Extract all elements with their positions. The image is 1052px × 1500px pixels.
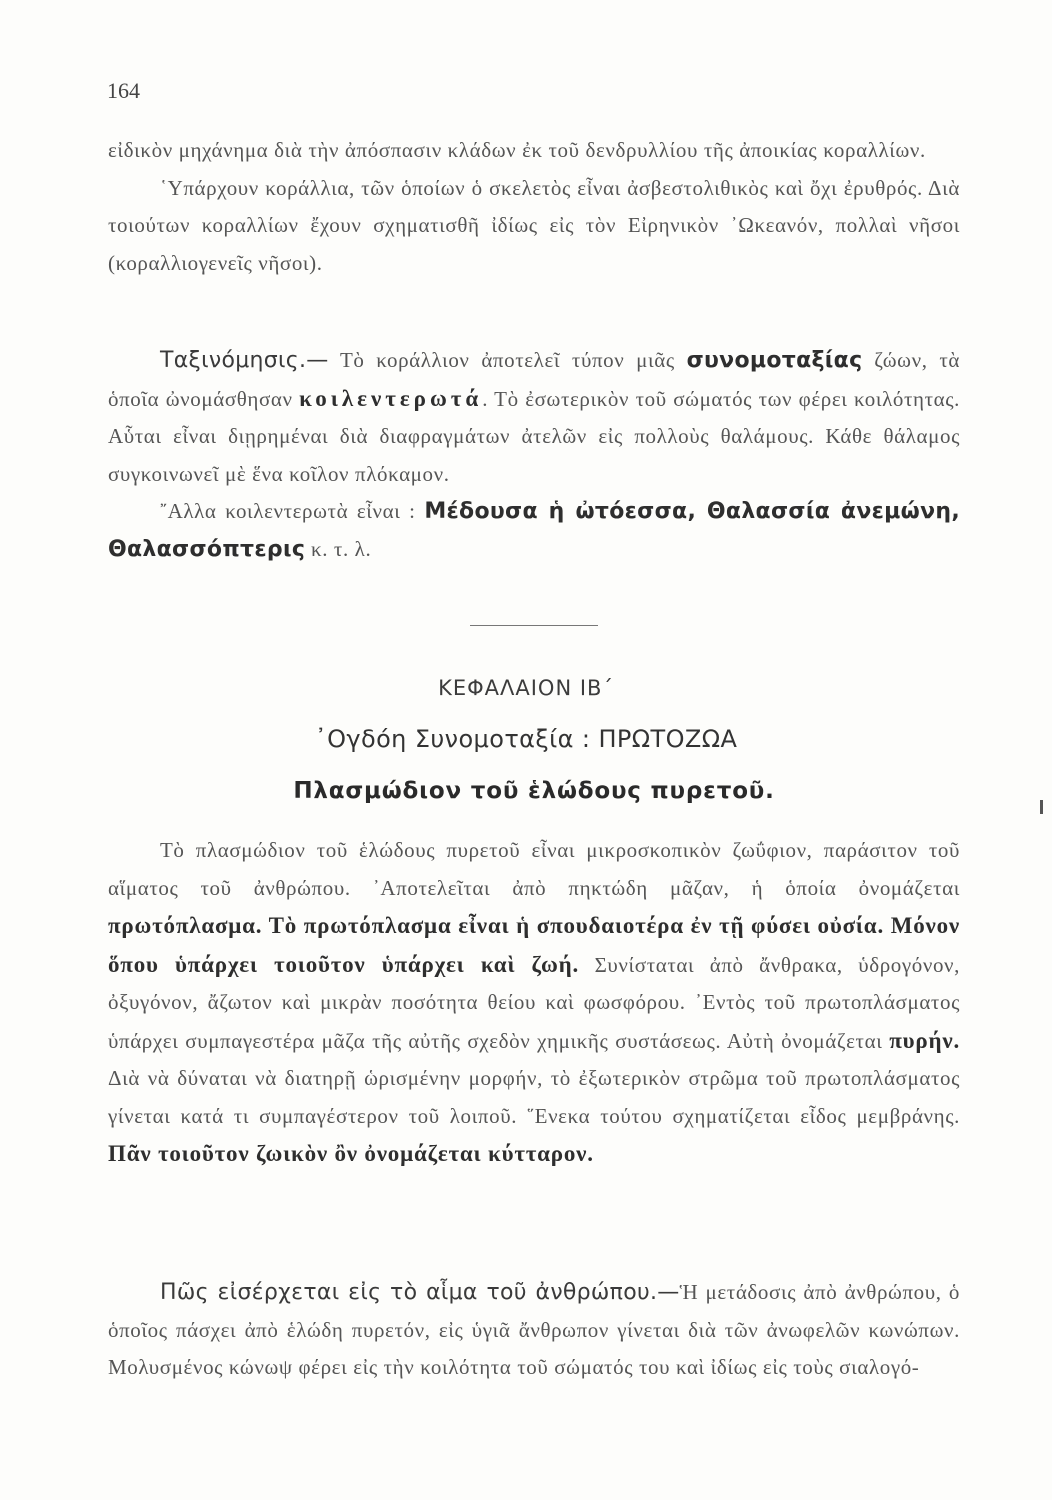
paragraph-classification: Ταξινόμησις.— Τὸ κοράλλιον ἀποτελεῖ τύπον μιᾶς συνομοταξίας ζώων, τὰ ὁποῖα ὠνομάσθησαν κοιλεντερωτά. Τὸ ἐσωτερικὸν τοῦ σώματός των φέρει κοιλότητας. Αὗται εἶναι διῃρημέναι διὰ διαφραγμάτων ἀτελῶν εἰς πολλοὺς θαλάμους. Κάθε θάλαμος συγκοινωνεῖ μὲ ἕνα κοῖλον πλόκαμον. ῎Αλλα κοιλεντερωτὰ εἶναι : Μέδουσα ἡ ὠτόεσσα, Θαλασσία ἀνεμώνη, Θαλασσόπτερις κ. τ. λ. [108, 348, 960, 562]
order-title: ᾿Ογδόη Συνομοταξία : ΠΡΩΤΟΖΩΑ [314, 725, 738, 753]
section-title: Πλασμώδιον τοῦ ἑλώδους πυρετοῦ. [293, 778, 775, 804]
classification-heading: Ταξινόμησις.— [160, 348, 329, 373]
term-nucleus: πυρήν. [889, 1027, 960, 1053]
section-divider [470, 625, 598, 626]
term-coelenterates: κοιλεντερωτά [299, 385, 483, 411]
term-cell: Πᾶν τοιοῦτον ζωικὸν ὂν ὀνομάζεται κύτταρον. [108, 1141, 594, 1166]
text-line: ῾Υπάρχουν κοράλλια, τῶν ὁποίων ὁ σκελετὸς εἶναι ἀσβεστολιθικὸς καὶ ὄχι ἐρυθρός. Διὰ τοιούτων κοραλλίων ἔχουν σχηματισθῆ ἰδίως εἰς τὸν Εἰρηνικὸν ᾿Ωκεανόν, πολλαὶ νῆσοι (κοραλλιογενεῖς νῆσοι). [108, 175, 960, 275]
page-number: 164 [107, 78, 140, 103]
term-phylum: συνομοταξίας [686, 348, 863, 373]
examples-list: Μέδουσα ἡ ὠτόεσσα, Θαλασσία ἀνεμώνη, Θαλασσόπτερις [108, 499, 960, 562]
transmission-heading: Πῶς εἰσέρχεται εἰς τὸ αἷμα τοῦ ἀνθρώπου.— [160, 1280, 680, 1305]
term-protoplasm: πρωτόπλασμα. Τὸ πρωτόπλασμα εἶναι ἡ σπουδαιοτέρα ἐν τῇ φύσει οὐσία. Μόνον ὅπου ὑπάρχει τοιοῦτον ὑπάρχει καὶ ζωή. [108, 913, 960, 977]
paragraph-plasmodium: Τὸ πλασμώδιον τοῦ ἑλώδους πυρετοῦ εἶναι μικροσκοπικὸν ζωΰφιον, παράσιτον τοῦ αἵματος τοῦ ἀνθρώπου. ᾿Αποτελεῖται ἀπὸ πηκτώδη μᾶζαν, ἡ ὁποία ὀνομάζεται πρωτόπλασμα. Τὸ πρωτόπλασμα εἶναι ἡ σπουδαιοτέρα ἐν τῇ φύσει οὐσία. Μόνον ὅπου ὑπάρχει τοιοῦτον ὑπάρχει καὶ ζωή. Συνίσταται ἀπὸ ἄνθρακα, ὑδρογόνον, ὀξυγόνον, ἄζωτον καὶ μικρὰν ποσότητα θείου καὶ φωσφόρου. ᾿Εντὸς τοῦ πρωτοπλάσματος ὑπάρχει συμπαγεστέρα μᾶζα τῆς αὐτῆς σχεδὸν χημικῆς συστάσεως. Αὐτὴ ὀνομάζεται πυρήν. Διὰ νὰ δύναται νὰ διατηρῇ ὡρισμένην μορφήν, τὸ ἐξωτερικὸν στρῶμα τοῦ πρωτοπλάσματος γίνεται κατά τι συμπαγέστερον τοῦ λοιποῦ. ῞Ενεκα τούτου σχηματίζεται εἶδος μεμβράνης. Πᾶν τοιοῦτον ζωικὸν ὂν ὀνομάζεται κύτταρον. [108, 838, 960, 1166]
chapter-title: ΚΕΦΑΛΑΙΟΝ ΙΒ΄ [438, 676, 614, 700]
margin-mark [1040, 800, 1043, 814]
paragraph-corals [108, 132, 960, 282]
text-line: εἰδικὸν μηχάνημα διὰ τὴν ἀπόσπασιν κλάδων ἐκ τοῦ δενδρυλλίου τῆς ἀποικίας κοραλλίων. [108, 138, 926, 162]
paragraph-transmission: Πῶς εἰσέρχεται εἰς τὸ αἷμα τοῦ ἀνθρώπου.—Ἡ μετάδοσις ἀπὸ ἀνθρώπου, ὁ ὁποῖος πάσχει ἀπὸ ἑλώδη πυρετόν, εἰς ὑγιᾶ ἄνθρωπον γίνεται διὰ τῶν ἀνωφελῶν κωνώπων. Μολυσμένος κώνωψ φέρει εἰς τὴν κοιλότητα τοῦ σώματός του καὶ ἰδίως εἰς τοὺς σιαλογό- [108, 1280, 960, 1379]
